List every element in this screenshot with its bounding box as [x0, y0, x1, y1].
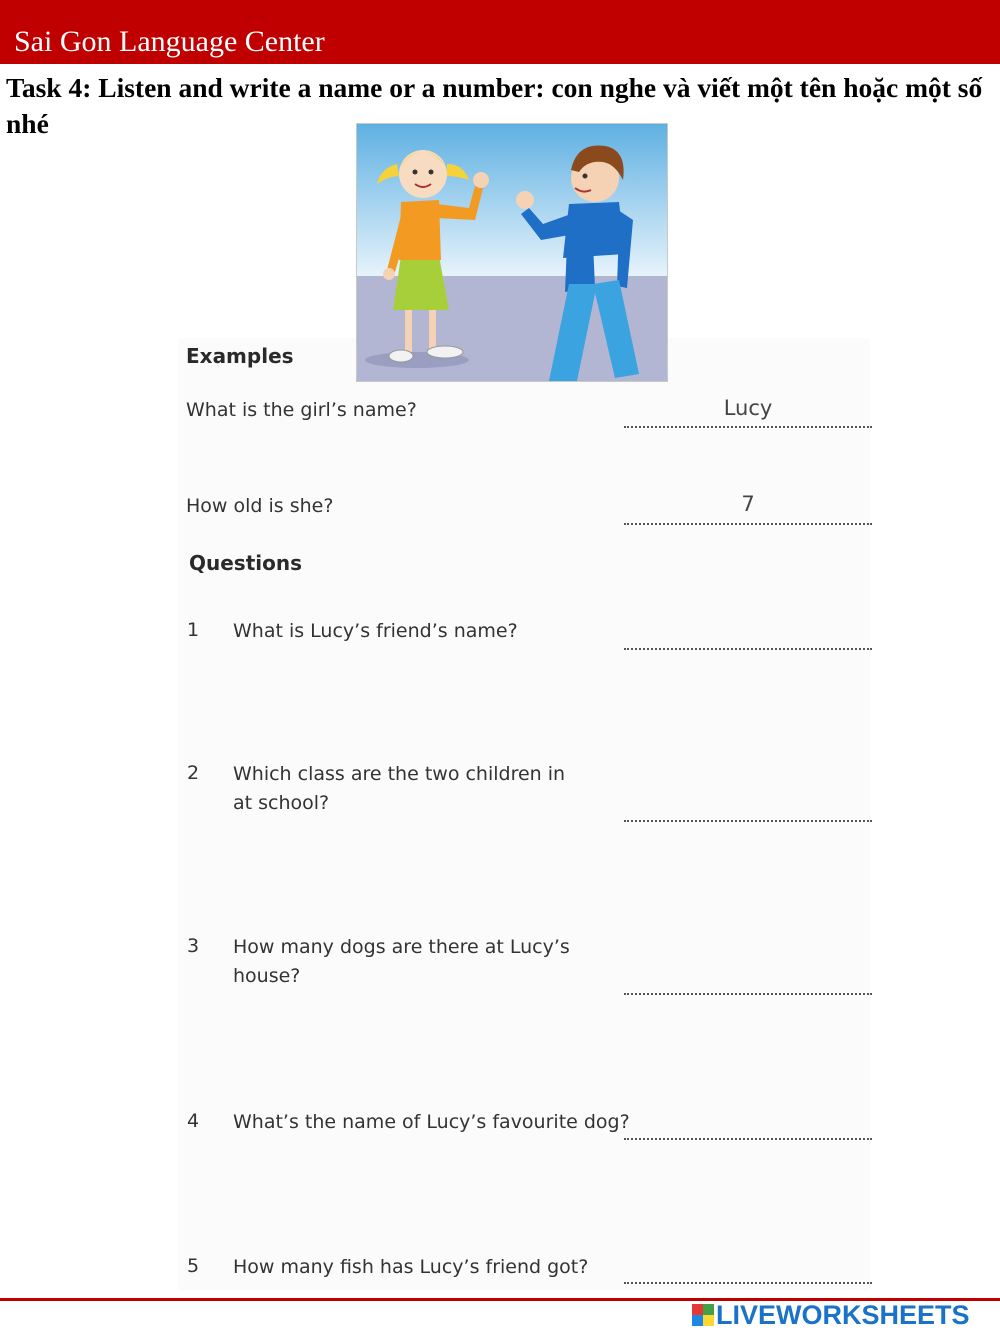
question-text-5: [233, 1253, 588, 1282]
answer-input-3[interactable]: [624, 993, 872, 995]
question-number: 2: [187, 762, 200, 784]
liveworksheets-logo: [692, 1300, 992, 1330]
question-text-3: [233, 933, 570, 991]
question-line: at school?: [233, 792, 330, 814]
answer-input-2[interactable]: [624, 820, 872, 822]
example-answer-2: 7: [741, 492, 755, 516]
example-answer-line-1: [624, 426, 872, 428]
answer-input-4[interactable]: [624, 1138, 872, 1140]
example-answer-1: Lucy: [723, 396, 773, 420]
task-title: Task 4: Listen and write a name or a number: con nghe và viết một tên hoặc một số nhé: [6, 72, 983, 139]
children-waving-illustration: [356, 123, 668, 382]
question-number: 1: [187, 619, 200, 641]
example-answer-line-2: [624, 523, 872, 525]
question-number: 5: [187, 1255, 200, 1277]
question-text-1: [233, 617, 518, 646]
example-question-2: How old is she?: [186, 495, 334, 517]
question-line: What’s the name of Lucy’s favourite dog?: [233, 1111, 630, 1133]
answer-input-5[interactable]: [624, 1282, 872, 1284]
question-line: How many dogs are there at Lucy’s: [233, 936, 570, 958]
question-number: 3: [187, 935, 200, 957]
examples-heading: Examples: [186, 344, 294, 368]
answer-input-1[interactable]: [624, 648, 872, 650]
question-line: house?: [233, 965, 301, 987]
question-text-4: [233, 1108, 630, 1137]
question-line: What is Lucy’s friend’s name?: [233, 620, 518, 642]
brand-text: LIVEWORKSHEETS: [716, 1299, 970, 1330]
question-number: 4: [187, 1110, 200, 1132]
question-line: How many fish has Lucy’s friend got?: [233, 1256, 589, 1278]
questions-heading: Questions: [189, 551, 303, 575]
example-question-1: What is the girl’s name?: [186, 399, 417, 421]
header-title: Sai Gon Language Center: [14, 25, 325, 58]
liveworksheets-icon: [692, 1304, 714, 1326]
question-line: Which class are the two children in: [233, 763, 566, 785]
question-text-2: [233, 760, 565, 818]
